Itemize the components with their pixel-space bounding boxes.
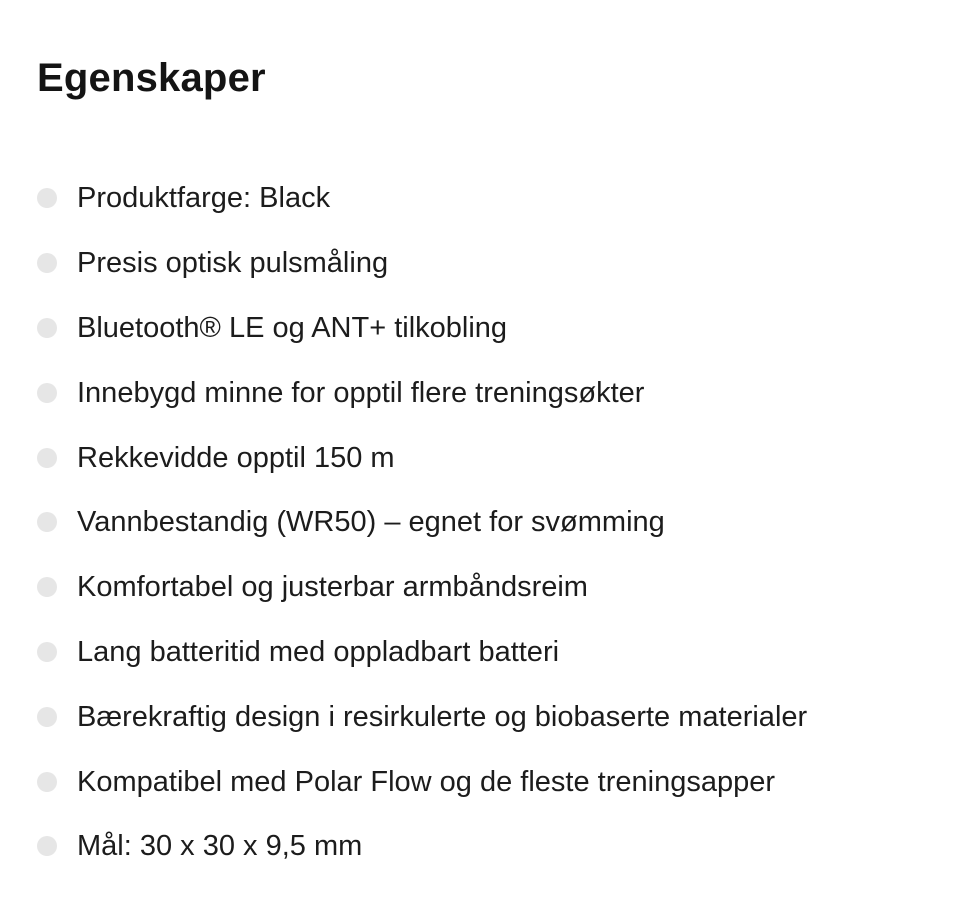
list-item [0, 490, 960, 555]
feature-text: Bluetooth® LE og ANT+ tilkobling [77, 311, 508, 344]
list-item [0, 166, 960, 231]
feature-text: Rekkevidde opptil 150 m [77, 441, 395, 474]
list-item [0, 555, 960, 620]
bullet-icon [37, 253, 57, 273]
bullet-icon [37, 642, 57, 662]
feature-text: Lang batteritid med oppladbart batteri [77, 635, 560, 668]
list-item [0, 360, 960, 425]
feature-text: Vannbestandig (WR50) – egnet for svømming [77, 506, 665, 539]
section-title: Egenskaper [37, 56, 266, 100]
feature-text: Komfortabel og justerbar armbåndsreim [77, 571, 588, 604]
bullet-icon [37, 577, 57, 597]
bullet-icon [37, 318, 57, 338]
bullet-icon [37, 772, 57, 792]
feature-text: Bærekraftig design i resirkulerte og biobaserte materialer [77, 700, 808, 733]
bullet-icon [37, 188, 57, 208]
feature-text: Produktfarge: Black [77, 182, 331, 215]
list-item [0, 620, 960, 685]
list-item [0, 749, 960, 814]
feature-text: Kompatibel med Polar Flow og de fleste treningsapper [77, 765, 775, 798]
list-item [0, 425, 960, 490]
bullet-icon [37, 383, 57, 403]
feature-text: Presis optisk pulsmåling [77, 247, 389, 280]
feature-list [0, 166, 960, 879]
bullet-icon [37, 448, 57, 468]
bullet-icon [37, 836, 57, 856]
feature-text: Mål: 30 x 30 x 9,5 mm [77, 830, 363, 863]
list-item [0, 684, 960, 749]
list-item [0, 231, 960, 296]
list-item [0, 814, 960, 879]
list-item [0, 296, 960, 361]
bullet-icon [37, 707, 57, 727]
feature-text: Innebygd minne for opptil flere treningsøkter [77, 376, 645, 409]
bullet-icon [37, 512, 57, 532]
